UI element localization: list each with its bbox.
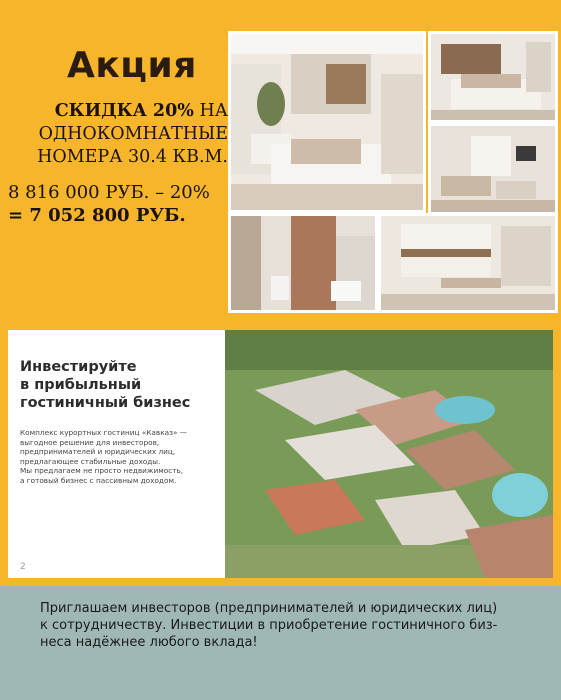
living-room-photo xyxy=(431,126,555,212)
investment-title xyxy=(20,358,220,412)
footer-text xyxy=(40,600,540,651)
bathroom-photo xyxy=(231,216,375,310)
price-new: = 7 052 800 РУБ. xyxy=(8,205,186,226)
discount-label: СКИДКА 20% xyxy=(54,101,194,121)
investment-title-line-2: в прибыльный xyxy=(20,377,142,393)
price-old: 8 816 000 РУБ. – 20% xyxy=(8,182,210,203)
bedroom-photo-2 xyxy=(431,34,555,120)
price-block xyxy=(8,182,210,226)
investment-desc-line-2: выгодное решение для инвесторов, xyxy=(20,437,160,447)
resort-aerial-render xyxy=(225,330,553,578)
footer-banner xyxy=(0,586,561,700)
kitchen-photo xyxy=(381,216,555,310)
investment-title-line-1: Инвестируйте xyxy=(20,359,137,375)
promo-description xyxy=(8,100,228,169)
page-number: 2 xyxy=(20,562,26,572)
promo-line-3: НОМЕРА 30.4 КВ.М. xyxy=(37,147,228,167)
footer-line-2: к сотрудничеству. Инвестиции в приобретение гостиничного биз- xyxy=(40,618,498,633)
footer-line-3: неса надёжнее любого вклада! xyxy=(40,635,258,650)
bedroom-photo xyxy=(231,34,423,210)
investment-desc-line-1: Комплекс курортных гостиниц «Кавказ» — xyxy=(20,428,188,437)
investment-card xyxy=(8,330,553,578)
investment-desc-line-6: а готовый бизнес с пассивным доходом. xyxy=(20,475,177,485)
investment-desc-line-4: предлагающее стабильные доходы. xyxy=(20,456,161,466)
discount-suffix: НА xyxy=(193,101,228,121)
promo-title: Акция xyxy=(67,45,197,86)
promo-line-1 xyxy=(8,100,228,123)
investment-desc-line-5: Мы предлагаем не просто недвижимость, xyxy=(20,466,184,475)
investment-description xyxy=(20,428,230,485)
investment-title-line-3: гостиничный бизнес xyxy=(20,395,191,411)
footer-line-1: Приглашаем инвесторов (предпринимателей и юридических лиц) xyxy=(40,601,498,616)
investment-desc-line-3: предпринимателей и юридических лиц, xyxy=(20,447,176,456)
promo-line-2: ОДНОКОМНАТНЫЕ xyxy=(38,124,228,144)
